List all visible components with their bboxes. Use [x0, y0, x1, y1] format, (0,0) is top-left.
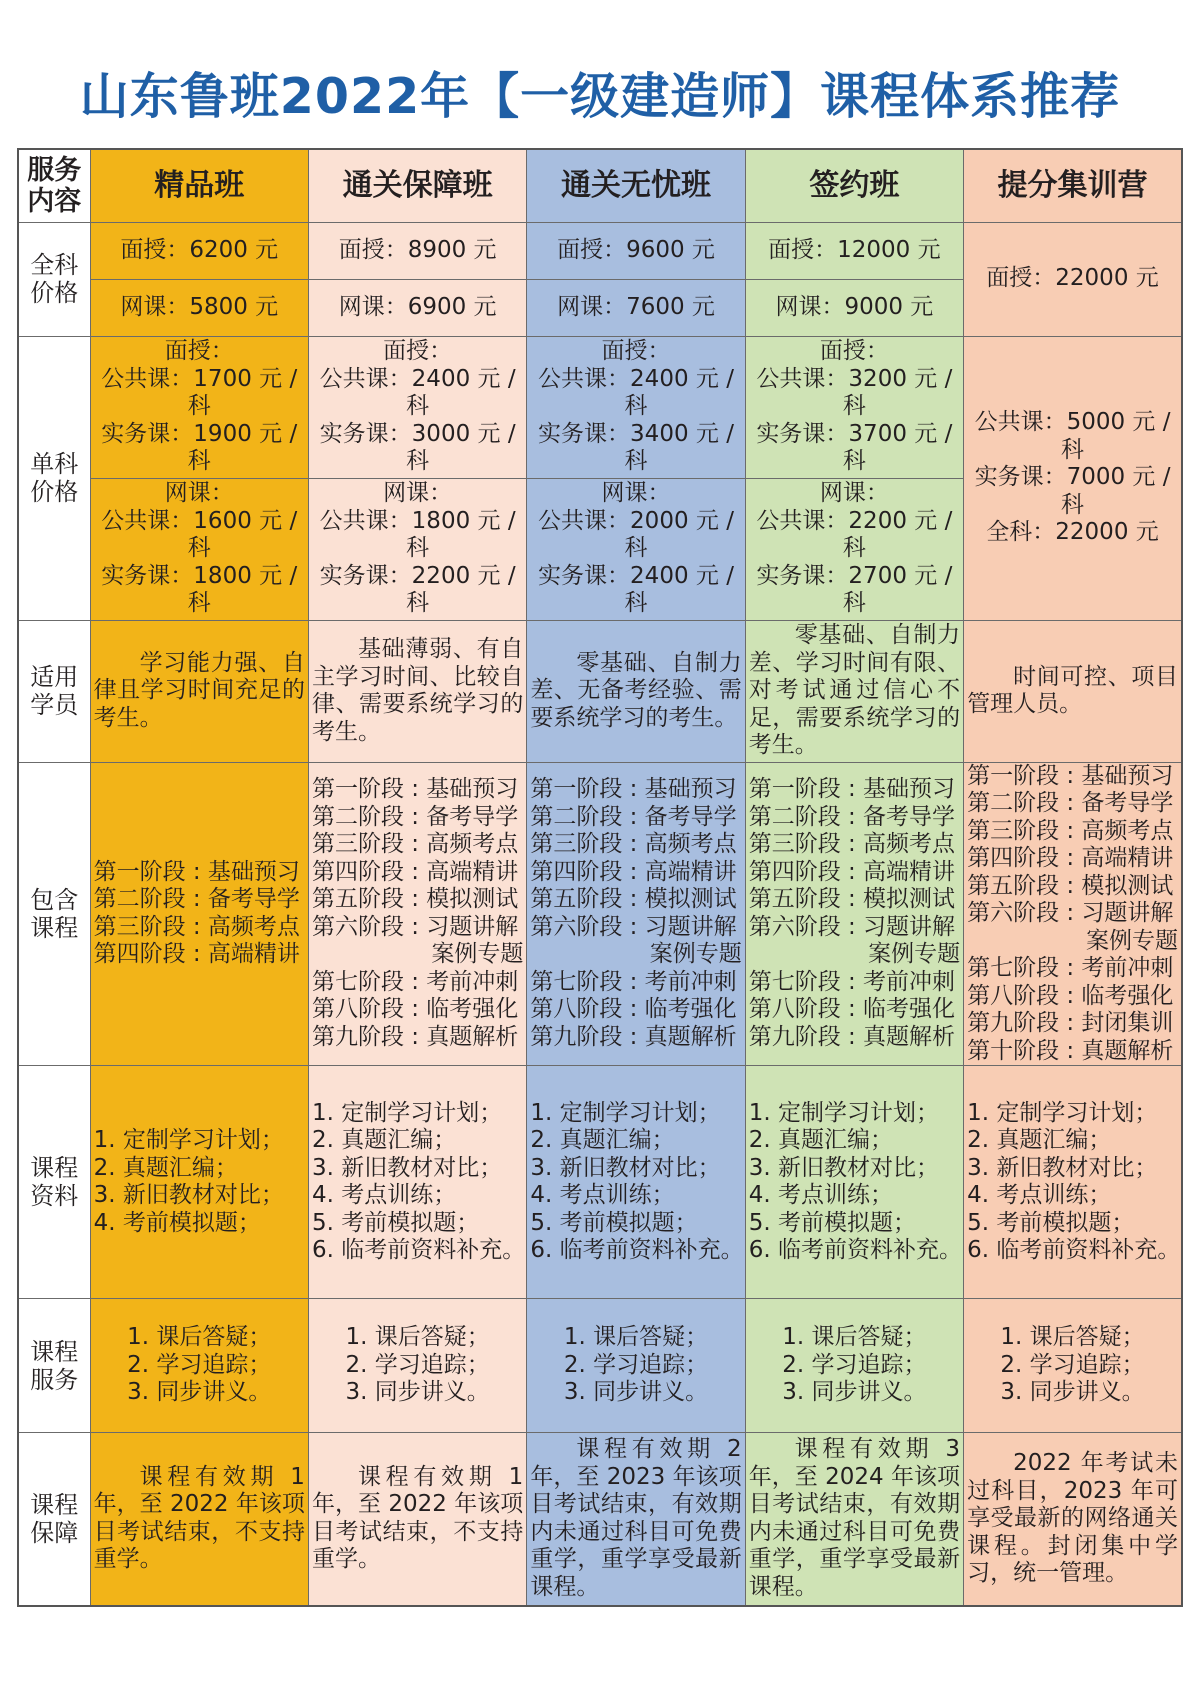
- service-item: 3. 同步讲义。: [782, 1379, 927, 1406]
- course-stage: 第一阶段 : 基础预习: [311, 776, 519, 803]
- row-label-target: 适用 学员: [18, 620, 90, 762]
- face-label: 面授：: [164, 338, 234, 365]
- full-price-online: 网课：7600 元: [527, 279, 745, 336]
- course-stage: 第八阶段 : 临考强化: [530, 996, 737, 1023]
- single-price-face: [527, 336, 745, 478]
- single-price-face: [90, 336, 308, 478]
- public-course-price: 公共课：1700 元 / 科: [101, 365, 298, 420]
- course-stage: 第一阶段 : 基础预习: [967, 762, 1174, 789]
- service-item: 1. 课后答疑；: [127, 1324, 272, 1351]
- single-price-face: [308, 336, 526, 478]
- practice-course-price: 实务课：2400 元 / 科: [538, 562, 734, 617]
- course-stage: 第三阶段 : 高频考点: [748, 831, 956, 858]
- course-stage: 第五阶段 : 模拟测试: [530, 886, 737, 913]
- course-stage: 第七阶段 : 考前冲刺: [748, 968, 956, 995]
- course-stage: 第九阶段 : 封闭集训: [967, 1010, 1174, 1036]
- target-desc: 零基础、自制力差、无备考经验、需要系统学习的考生。: [527, 620, 745, 762]
- service-item: 3. 同步讲义。: [127, 1379, 272, 1406]
- service-item: 2. 学习追踪；: [1000, 1351, 1145, 1378]
- public-course-price: 公共课：2200 元 / 科: [756, 507, 953, 562]
- guarantee-desc: 课程有效期 3 年，至 2024 年该项目考试结束，有效期内未通过科目可免费重学，重学享受最新课程。: [745, 1433, 963, 1606]
- course-stage: 第七阶段 : 考前冲刺: [311, 968, 519, 995]
- course-stage: 第四阶段 : 高端精讲: [530, 858, 737, 885]
- service-item: 1. 课后答疑；: [563, 1324, 709, 1351]
- single-price-face-row: [18, 336, 1182, 478]
- row-label-courses: 包含 课程: [18, 762, 90, 1066]
- practice-course-price: 实务课：3000 元 / 科: [319, 420, 516, 475]
- col-header-qianyue: 签约班: [745, 149, 963, 222]
- public-course-price: 公共课：2400 元 / 科: [538, 365, 734, 420]
- service-item: 1. 课后答疑；: [1000, 1324, 1145, 1351]
- public-course-price: 公共课：1600 元 / 科: [101, 507, 298, 562]
- practice-course-price: 实务课：3700 元 / 科: [756, 420, 953, 475]
- service-list: [308, 1299, 526, 1433]
- course-stage: 第一阶段 : 基础预习: [93, 858, 300, 885]
- course-stage: 案例专题: [649, 941, 742, 968]
- single-price-online: [745, 478, 963, 620]
- service-list: [90, 1299, 308, 1433]
- course-stage: 第五阶段 : 模拟测试: [311, 886, 519, 913]
- practice-course-price: 实务课：2700 元 / 科: [756, 562, 953, 617]
- materials-list: [527, 1066, 745, 1299]
- course-stage: 第四阶段 : 高端精讲: [748, 858, 956, 885]
- material-item: 5. 考前模拟题；: [311, 1209, 480, 1236]
- target-desc: 时间可控、项目管理人员。: [964, 620, 1182, 762]
- courses-list: [964, 762, 1182, 1066]
- row-label-service: 课程 服务: [18, 1299, 90, 1433]
- course-stage: 第三阶段 : 高频考点: [93, 913, 300, 940]
- material-item: 1. 定制学习计划；: [93, 1127, 284, 1153]
- course-table: [17, 148, 1183, 1607]
- material-item: 4. 考点训练；: [311, 1182, 457, 1208]
- material-item: 2. 真题汇编；: [93, 1154, 238, 1181]
- full-price-camp: 面授：22000 元: [964, 222, 1182, 336]
- service-item: 2. 学习追踪；: [782, 1351, 927, 1378]
- single-price-camp: [964, 336, 1182, 620]
- material-item: 4. 考点训练；: [748, 1182, 893, 1208]
- public-course-price: 公共课：5000 元 / 科: [974, 409, 1171, 463]
- full-price-face: 面授：8900 元: [308, 222, 526, 279]
- service-list: [745, 1299, 963, 1433]
- target-row: [18, 620, 1182, 762]
- material-item: 2. 真题汇编；: [311, 1127, 457, 1153]
- course-stage: 第二阶段 : 备考导学: [93, 886, 300, 913]
- material-item: 3. 新旧教材对比；: [748, 1154, 939, 1181]
- row-label-full-price: 全科 价格: [18, 222, 90, 336]
- single-price-face: [745, 336, 963, 478]
- public-course-price: 公共课：1800 元 / 科: [319, 507, 516, 562]
- material-item: 2. 真题汇编；: [530, 1127, 675, 1153]
- material-item: 5. 考前模拟题；: [530, 1209, 698, 1236]
- material-item: 6. 临考前资料补充。: [748, 1237, 962, 1263]
- guarantee-desc: 课程有效期 1 年，至 2022 年该项目考试结束，不支持重学。: [90, 1433, 308, 1606]
- online-label: 网课：: [383, 480, 453, 507]
- full-price-face: 面授：6200 元: [90, 222, 308, 279]
- online-label: 网课：: [819, 480, 889, 507]
- course-stage: 第二阶段 : 备考导学: [530, 803, 737, 830]
- course-stage: 第五阶段 : 模拟测试: [967, 872, 1174, 899]
- material-item: 4. 考前模拟题；: [93, 1209, 261, 1236]
- course-stage: 第九阶段 : 真题解析: [311, 1023, 519, 1050]
- practice-course-price: 实务课：7000 元 / 科: [974, 464, 1171, 518]
- courses-row: [18, 762, 1182, 1066]
- course-stage: 第二阶段 : 备考导学: [748, 803, 956, 830]
- practice-course-price: 实务课：2200 元 / 科: [319, 562, 516, 617]
- materials-list: [308, 1066, 526, 1299]
- material-item: 4. 考点训练；: [530, 1182, 675, 1208]
- full-price-face-row: [18, 222, 1182, 279]
- service-list: [964, 1299, 1182, 1433]
- material-item: 3. 新旧教材对比；: [530, 1154, 721, 1181]
- guarantee-desc: 课程有效期 1 年，至 2022 年该项目考试结束，不支持重学。: [308, 1433, 526, 1606]
- material-item: 3. 新旧教材对比；: [93, 1182, 284, 1208]
- full-price-online: 网课：6900 元: [308, 279, 526, 336]
- guarantee-desc: 课程有效期 2 年，至 2023 年该项目考试结束，有效期内未通过科目可免费重学，重学享受最新课程。: [527, 1433, 745, 1606]
- material-item: 1. 定制学习计划；: [967, 1099, 1158, 1126]
- full-course-price: 全科：22000 元: [986, 519, 1159, 546]
- service-item: 3. 同步讲义。: [345, 1379, 490, 1406]
- material-item: 3. 新旧教材对比；: [967, 1154, 1158, 1181]
- course-stage: 第四阶段 : 高端精讲: [93, 941, 300, 968]
- course-stage: 第四阶段 : 高端精讲: [311, 858, 519, 885]
- materials-list: [964, 1066, 1182, 1299]
- full-price-face: 面授：9600 元: [527, 222, 745, 279]
- material-item: 2. 真题汇编；: [967, 1127, 1112, 1153]
- course-stage: 第八阶段 : 临考强化: [748, 996, 956, 1023]
- course-stage: 第六阶段 : 习题讲解: [748, 913, 956, 940]
- course-stage: 第三阶段 : 高频考点: [530, 831, 737, 858]
- course-stage: 第三阶段 : 高频考点: [311, 831, 519, 858]
- service-item: 3. 同步讲义。: [1000, 1379, 1145, 1406]
- course-stage: 第七阶段 : 考前冲刺: [530, 968, 737, 995]
- course-stage: 第八阶段 : 临考强化: [967, 982, 1174, 1009]
- course-stage: 第五阶段 : 模拟测试: [748, 886, 956, 913]
- public-course-price: 公共课：2400 元 / 科: [319, 365, 516, 420]
- page-title: 山东鲁班2022年【一级建造师】课程体系推荐: [79, 68, 1121, 125]
- material-item: 6. 临考前资料补充。: [311, 1237, 526, 1263]
- courses-list: [745, 762, 963, 1066]
- material-item: 2. 真题汇编；: [748, 1127, 893, 1153]
- target-desc: 零基础、自制力差、学习时间有限、对考试通过信心不足，需要系统学习的考生。: [745, 620, 963, 762]
- service-item: 1. 课后答疑；: [782, 1324, 927, 1351]
- material-item: 5. 考前模拟题；: [748, 1209, 916, 1236]
- row-label-materials: 课程 资料: [18, 1066, 90, 1299]
- materials-row: [18, 1066, 1182, 1299]
- full-price-face: 面授：12000 元: [745, 222, 963, 279]
- service-item: 2. 学习追踪；: [345, 1351, 490, 1378]
- course-stage: 第四阶段 : 高端精讲: [967, 845, 1174, 871]
- single-price-online: [527, 478, 745, 620]
- material-item: 1. 定制学习计划；: [311, 1099, 503, 1126]
- col-header-tongguan-wuyou: 通关无忧班: [527, 149, 745, 222]
- row-label-single-price: 单科 价格: [18, 336, 90, 620]
- course-stage: 第一阶段 : 基础预习: [530, 776, 737, 803]
- practice-course-price: 实务课：1800 元 / 科: [101, 562, 298, 617]
- public-course-price: 公共课：2000 元 / 科: [538, 507, 734, 562]
- course-stage: 第八阶段 : 临考强化: [311, 996, 519, 1023]
- col-header-jingpin: 精品班: [90, 149, 308, 222]
- full-price-online: 网课：9000 元: [745, 279, 963, 336]
- online-label: 网课：: [601, 480, 671, 507]
- course-stage: 案例专题: [868, 941, 961, 968]
- course-stage: 第九阶段 : 真题解析: [530, 1023, 737, 1050]
- header-row: [18, 149, 1182, 222]
- course-stage: 第六阶段 : 习题讲解: [967, 900, 1174, 926]
- course-stage: 案例专题: [1086, 927, 1178, 954]
- material-item: 1. 定制学习计划；: [530, 1099, 721, 1126]
- material-item: 1. 定制学习计划；: [748, 1099, 939, 1126]
- material-item: 6. 临考前资料补充。: [530, 1237, 744, 1263]
- row-label-guarantee: 课程 保障: [18, 1433, 90, 1606]
- materials-list: [90, 1066, 308, 1299]
- courses-list: [90, 762, 308, 1066]
- service-item: 3. 同步讲义。: [563, 1379, 709, 1406]
- courses-list: [527, 762, 745, 1066]
- course-stage: 第二阶段 : 备考导学: [311, 803, 519, 830]
- material-item: 6. 临考前资料补充。: [967, 1237, 1181, 1263]
- course-stage: 第三阶段 : 高频考点: [967, 817, 1174, 844]
- service-item: 1. 课后答疑；: [345, 1324, 490, 1351]
- col-header-tifen-jixun: 提分集训营: [964, 149, 1182, 222]
- face-label: 面授：: [383, 338, 453, 365]
- course-stage: 第一阶段 : 基础预习: [748, 776, 956, 803]
- service-item: 2. 学习追踪；: [127, 1351, 272, 1378]
- face-label: 面授：: [819, 338, 889, 365]
- corner-cell: 服务 内容: [18, 149, 90, 222]
- course-stage: 案例专题: [431, 941, 524, 968]
- service-item: 2. 学习追踪；: [563, 1351, 709, 1378]
- material-item: 5. 考前模拟题；: [967, 1209, 1135, 1236]
- material-item: 4. 考点训练；: [967, 1182, 1112, 1208]
- full-price-online: 网课：5800 元: [90, 279, 308, 336]
- target-desc: 基础薄弱、有自主学习时间、比较自律、需要系统学习的考生。: [308, 620, 526, 762]
- course-stage: 第十阶段 : 真题解析: [967, 1037, 1174, 1064]
- guarantee-desc: 2022 年考试未过科目，2023 年可享受最新的网络通关课程。封闭集中学习，统一管理。: [964, 1433, 1182, 1606]
- service-row: [18, 1299, 1182, 1433]
- service-list: [527, 1299, 745, 1433]
- course-stage: 第二阶段 : 备考导学: [967, 790, 1174, 816]
- online-label: 网课：: [164, 480, 234, 507]
- single-price-online: [308, 478, 526, 620]
- practice-course-price: 实务课：1900 元 / 科: [101, 420, 298, 475]
- col-header-tongguan-baozhang: 通关保障班: [308, 149, 526, 222]
- course-stage: 第六阶段 : 习题讲解: [311, 913, 519, 940]
- materials-list: [745, 1066, 963, 1299]
- face-label: 面授：: [601, 338, 671, 365]
- course-stage: 第七阶段 : 考前冲刺: [967, 955, 1174, 981]
- practice-course-price: 实务课：3400 元 / 科: [538, 420, 734, 475]
- material-item: 3. 新旧教材对比；: [311, 1154, 503, 1181]
- public-course-price: 公共课：3200 元 / 科: [756, 365, 953, 420]
- single-price-online: [90, 478, 308, 620]
- target-desc: 学习能力强、自律且学习时间充足的考生。: [90, 620, 308, 762]
- course-stage: 第九阶段 : 真题解析: [748, 1023, 956, 1050]
- guarantee-row: [18, 1433, 1182, 1606]
- course-stage: 第六阶段 : 习题讲解: [530, 913, 737, 940]
- courses-list: [308, 762, 526, 1066]
